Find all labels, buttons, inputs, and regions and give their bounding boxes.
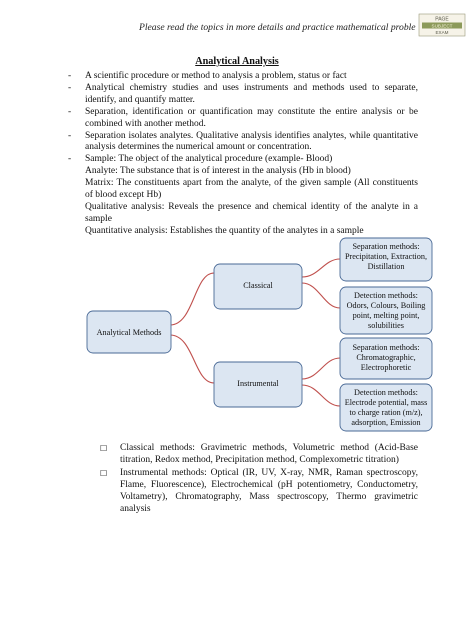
bullet-item: - A scientific procedure or method to analysis a problem, status or fact: [68, 71, 347, 81]
methods-diagram: [84, 233, 434, 433]
list-item-instrumental: ☐ Instrumental methods: Optical (IR, UV, X-ray, NMR, Raman spectroscopy, Flame, Fluorescence), Electrochemical (pH potentiometry, Conductometry, Voltametry), Chromatography, Mass spectroscopy, Thermo gravimetric analysis: [100, 467, 418, 514]
list-item-classical: ☐ Classical methods: Gravimetric methods, Volumetric method (Acid-Base titration, Redox method, Precipitation method, Complexometric titration): [100, 443, 418, 465]
connector-root-classical: [170, 273, 214, 325]
connector-classical-det: [302, 283, 340, 308]
connector-instr-det: [302, 385, 340, 406]
sep-classical-line: Separation methods:: [352, 242, 420, 251]
label-analytical-methods: Analytical Methods: [96, 328, 162, 337]
sub-item-quantitative: Quantitative analysis: Establishes the quantity of the analytes in a sample: [85, 225, 364, 236]
det-classical-line: Detection methods:: [354, 291, 418, 300]
sep-classical-line: Distillation: [367, 262, 405, 271]
bullet-item: - Analytical chemistry studies and uses instruments and methods used to separate, identify, and quantify matter.: [68, 82, 418, 105]
page-title: Analytical Analysis: [195, 56, 279, 67]
sub-item-matrix: Matrix: The constituents apart from the analyte, of the given sample (All constituents of blood except Hb): [85, 178, 418, 201]
sep-classical-line: Precipitation, Extraction,: [344, 252, 428, 261]
methods-list: [100, 443, 418, 516]
det-instr-line: Detection methods:: [354, 388, 418, 397]
connector-classical-sep: [302, 259, 340, 277]
sep-instr-line: Electrophoretic: [360, 363, 412, 372]
det-instr-line: to charge ration (m/z),: [349, 408, 423, 417]
det-classical-line: Odors, Colours, Boiling: [346, 301, 426, 310]
sub-item-qualitative: Qualitative analysis: Reveals the presence and chemical identity of the analyte in a sample: [85, 201, 418, 224]
label-classical: Classical: [243, 281, 273, 290]
checkbox-icon: ☐: [100, 468, 108, 478]
logo-stamp: [418, 13, 466, 37]
logo-line-2: SUBJECT: [431, 23, 453, 29]
sub-item-analyte: Analyte: The substance that is of interest in the analysis (Hb in blood): [85, 166, 351, 177]
bullet-item: - Separation, identification or quantification may constitute the entire analysis or be combined with another method.: [68, 106, 418, 129]
bullet-item: - Sample: The object of the analytical procedure (example- Blood): [68, 154, 333, 165]
det-instr-line: Electrode potential, mass: [344, 398, 428, 407]
checkbox-icon: ☐: [100, 444, 108, 453]
logo-line-1: PAGE: [435, 16, 449, 23]
bullet-item: - Separation isolates analytes. Qualitative analysis identifies analytes, while quantitative analysis determines the numerical amount or concentration.: [68, 130, 418, 153]
sep-instr-line: Separation methods:: [352, 343, 420, 352]
logo-line-3: EXAM: [435, 30, 449, 35]
connector-root-instrumental: [170, 335, 214, 383]
sep-instr-line: Chromatographic,: [356, 353, 416, 362]
connector-instr-sep: [302, 358, 340, 379]
label-instrumental: Instrumental: [237, 379, 279, 388]
det-classical-line: solubilities: [368, 321, 404, 330]
header-note: Please read the topics in more details and practice mathematical proble: [139, 22, 416, 33]
det-classical-line: point, melting point,: [352, 311, 420, 320]
det-instr-line: adsorption, Emission: [351, 418, 421, 427]
bullet-list: [68, 71, 418, 238]
